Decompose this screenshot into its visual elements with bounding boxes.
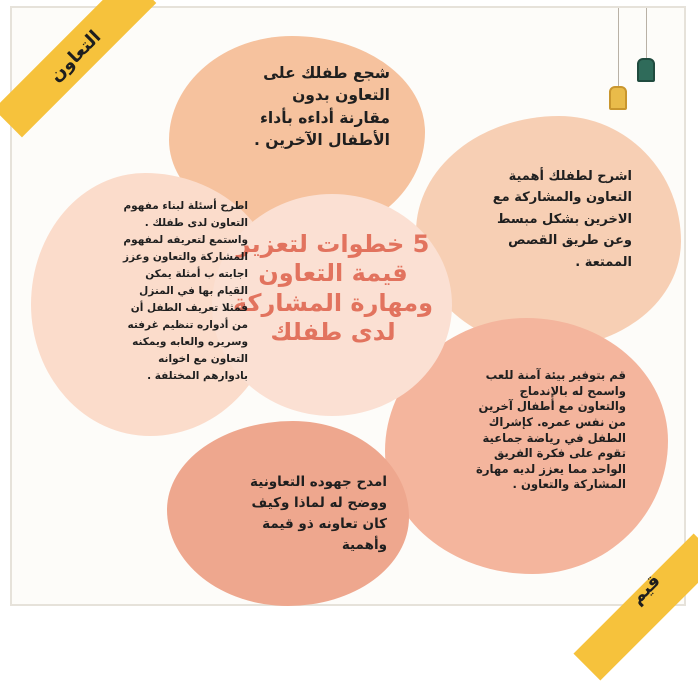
infographic-frame (10, 6, 686, 609)
lantern-gold-icon (609, 8, 627, 110)
ribbon-label: التعاون (45, 26, 105, 86)
step-text-left: اطرح أسئلة لبناء مفهوم التعاون لدى طفلك . واستمع لتعريفه لمفهوم المشاركة والتعاون وعزز اجابته ب أمثلة يمكن القيام بها في المنزل فمثلا تعريف الطفل أن من أدواره تنظيم غرفته وسريره والعابه ويمكنه التعاون مع اخوانه بادوارهم المختلفة . (122, 200, 248, 382)
lantern-green-icon (637, 8, 655, 82)
corner-ribbon-top-left (0, 0, 156, 137)
step-text-top: شجع طفلك على التعاون بدون مقارنة أداءه بأداء الأطفال الآخرين . (254, 64, 390, 150)
step-text-bottom: امدح جهوده التعاونية ووضح له لماذا وكيف كان تعاونه ذو قيمة وأهمية (250, 474, 387, 553)
center-title: 5 خطوات لتعزيز قيمة التعاون ومهارة المشاركة لدى طفلك (232, 230, 434, 346)
step-text-right: اشرح لطفلك أهمية التعاون والمشاركة مع الاخرين بشكل مبسط وعن طريق القصص الممتعة . (492, 169, 632, 270)
step-text-bottom-right: قم بتوفير بيئة آمنة للعب واسمح له بالإندماج والتعاون مع أطفال آخرين من نفس عمره. كإشراك الطفل في رياضة جماعية تقوم على فكرة الفريق الواحد مما يعزز لديه مهارة المشاركة والتعاون . (476, 368, 626, 492)
ribbon-bottom-label: قيم (626, 570, 665, 609)
